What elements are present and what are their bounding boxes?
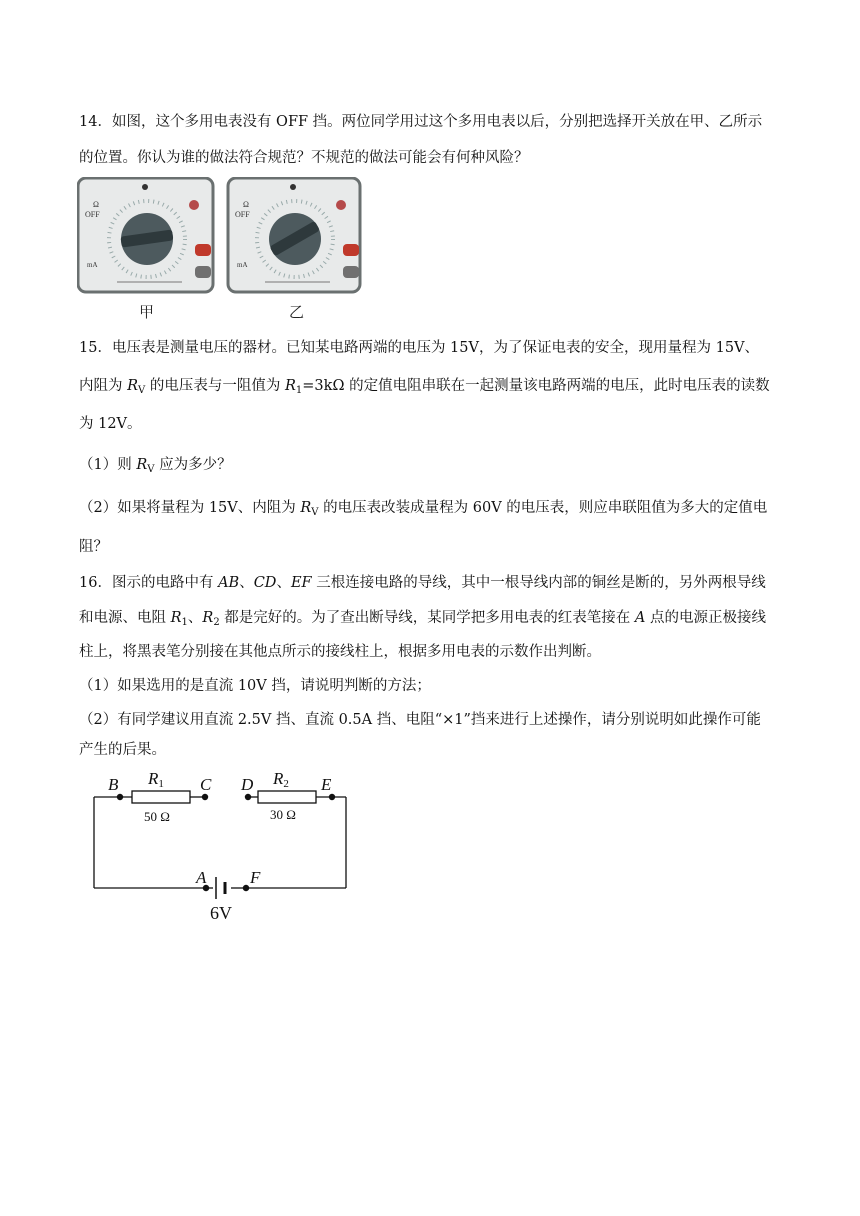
q16-line-1: 16．图示的电路中有 AB、CD、EF 三根连接电路的导线，其中一根导线内部的铜丝是断的，另外两根导线 [79, 575, 766, 591]
node-f [243, 885, 249, 891]
q15-sub-1: （1）则 $R_V$ 应为多少？ [79, 457, 232, 475]
q14-line-2: 的位置。你认为谁的做法符合规范？不规范的做法可能会有何种风险？ [79, 150, 529, 166]
q15-line-3: 为 12V。 [79, 416, 142, 432]
off-label: OFF [235, 210, 250, 219]
label-d: D [241, 775, 254, 794]
label-b: B [108, 775, 119, 794]
q15-sub-2-cont: 阻？ [79, 539, 108, 555]
q15-line-2: 内阻为 $R_V$ 的电压表与一阻值为 $R_1=3k\Omega$ 的定值电阻串联在一起测量该电路两端的电压，此时电压表的读数 [79, 378, 770, 396]
multimeter-figure [77, 177, 367, 323]
node-b [117, 794, 123, 800]
off-label: OFF [85, 210, 100, 219]
q16-sub-1: （1）如果选用的是直流 10V 挡，请说明判断的方法； [79, 678, 431, 694]
q15-line-1: 15．电压表是测量电压的器材。已知某电路两端的电压为 15V，为了保证电表的安全，现用量程为 15V、 [79, 340, 760, 356]
node-c [202, 794, 208, 800]
q15-sub-2: （2）如果将量程为 15V、内阻为 $R_V$ 的电压表改装成量程为 60V 的电压表，则应串联阻值为多大的定值电 [79, 500, 768, 518]
multimeter-yi [228, 178, 360, 292]
r1-label: R1 [148, 769, 164, 790]
label-jia: 甲 [139, 305, 155, 321]
label-e: E [321, 775, 332, 794]
label-c: C [200, 775, 212, 794]
r2-label: R2 [273, 769, 289, 790]
q14-line-1: 14．如图，这个多用电表没有 OFF 挡。两位同学用过这个多用电表以后，分别把选择开关放在甲、乙所示 [79, 114, 763, 130]
q16-sub-2: （2）有同学建议用直流 2.5V 挡、直流 0.5A 挡、电阻“×1”挡来进行上述操作，请分别说明如此操作可能 [79, 712, 761, 728]
multimeter-jia [78, 178, 213, 292]
q16-line-3: 柱上，将黑表笔分别接在其他点所示的接线柱上，根据多用电表的示数作出判断。 [79, 644, 601, 660]
node-d [245, 794, 251, 800]
ohm-label: Ω [93, 200, 99, 209]
ohm-label: Ω [243, 200, 249, 209]
label-a: A [196, 868, 207, 887]
node-e [329, 794, 335, 800]
r2-value: 30 Ω [270, 807, 296, 822]
r1-value: 50 Ω [144, 809, 170, 824]
q16-line-2: 和电源、电阻 $R_1$、$R_2$ 都是完好的。为了查出断导线，某同学把多用电表的红表笔接在 A 点的电源正极接线 [79, 610, 767, 628]
ma-label: mA [237, 261, 248, 269]
label-yi: 乙 [289, 305, 305, 321]
label-f: F [250, 868, 261, 887]
ma-label: mA [87, 261, 98, 269]
battery-voltage: 6V [210, 903, 232, 923]
circuit-diagram [80, 766, 380, 926]
q16-sub-2-cont: 产生的后果。 [79, 742, 166, 758]
